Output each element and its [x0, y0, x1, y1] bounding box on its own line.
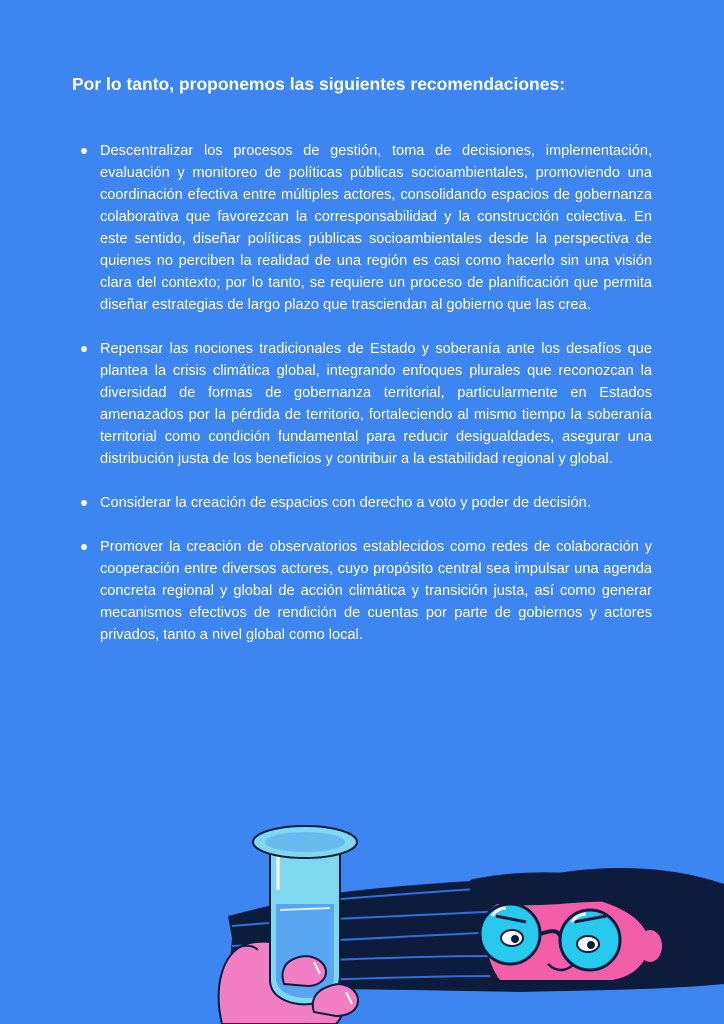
bullet-icon — [81, 500, 87, 506]
bullet-icon — [81, 346, 87, 352]
scientist-with-test-tube-illustration — [0, 810, 724, 1024]
bullet-icon — [81, 544, 87, 550]
recommendation-text: Considerar la creación de espacios con derecho a voto y poder de decisión. — [100, 495, 591, 511]
page-heading: Por lo tanto, proponemos las siguientes recomendaciones: — [72, 74, 566, 94]
recommendation-text: Descentralizar los procesos de gestión, toma de decisiones, implementación, evaluación y monitoreo de políticas públicas socioambientales, promoviendo una coordinación efectiva entre múltiples actores, consolidando espacios de gobernanza colaborativa que favorezcan la corresponsabilidad y la construcción colectiva. En este sentido, diseñar políticas públicas socioambientales desde la perspectiva de quienes no perciben la realidad de una región es casi como hacerlo sin una visión clara del contexto; por lo tanto, se requiere un proceso de planificación que permita diseñar estrategias de largo plazo que trasciendan al gobierno que las crea. — [100, 143, 652, 313]
recommendation-item — [80, 140, 652, 316]
recommendations-list — [80, 140, 652, 646]
bullet-icon — [81, 148, 87, 154]
recommendation-item — [80, 536, 652, 646]
recommendation-item — [80, 338, 652, 470]
recommendation-text: Repensar las nociones tradicionales de Estado y soberanía ante los desafíos que plantea la crisis climática global, integrando enfoques plurales que reconozcan la diversidad de formas de gobernanza territorial, particularmente en Estados amenazados por la pérdida de territorio, fortaleciendo al mismo tiempo la soberanía territorial como condición fundamental para reducir desigualdades, asegurar una distribución justa de los beneficios y contribuir a la estabilidad regional y global. — [100, 341, 652, 467]
recommendation-item — [80, 492, 652, 514]
recommendation-text: Promover la creación de observatorios establecidos como redes de colaboración y cooperación entre diversos actores, cuyo propósito central sea impulsar una agenda concreta regional y global de acción climática y transición justa, así como generar mecanismos efectivos de rendición de cuentas por parte de gobiernos y actores privados, tanto a nivel global como local. — [100, 539, 652, 643]
